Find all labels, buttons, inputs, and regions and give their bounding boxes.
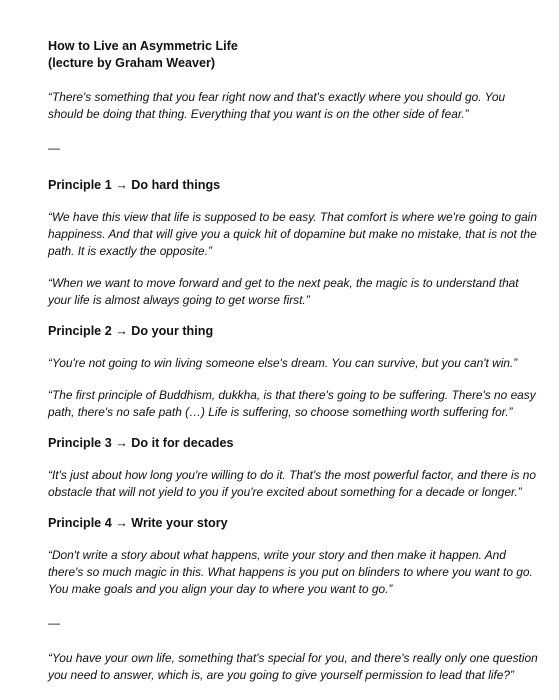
intro-quote: “There's something that you fear right now and that's exactly where you should go. You should be doing that thing. Everything that you want is on the other side of fear.”: [48, 90, 506, 121]
principle-1-quote-2: “When we want to move forward and get to the next peak, the magic is to understand that your life is almost always going to get worse first.”: [48, 276, 519, 307]
section-divider-2: —: [48, 616, 60, 630]
principle-4-quote-1: “Don't write a story about what happens, write your story and then make it happen. And there's so much magic in this. What happens is you put on blinders to where you want to go. You make goals and you align your day to where you want to go.”: [48, 548, 533, 596]
document-title: How to Live an Asymmetric Life: [48, 39, 238, 53]
principle-4-heading: Principle 4 → Write your story: [48, 516, 228, 530]
principle-1-quote-1: “We have this view that life is supposed to be easy. That comfort is where we're going to gain happiness. And that will give you a quick hit of dopamine but make no mistake, that is not the path. It is exactly the opposite.”: [48, 210, 537, 258]
principle-3-quote-1: “It's just about how long you're willing to do it. That's the most powerful factor, and there is no obstacle that will not yield to you if you're excited about something for a decade or longer.”: [48, 468, 536, 499]
document-body: [48, 38, 538, 684]
closing-quote: “You have your own life, something that's special for you, and there's really only one question you need to answer, which is, are you going to give yourself permission to lead that life?”: [48, 651, 538, 682]
document-subtitle: (lecture by Graham Weaver): [48, 56, 216, 70]
section-divider: —: [48, 141, 60, 155]
principle-3-heading: Principle 3 → Do it for decades: [48, 436, 234, 450]
principle-1-heading: Principle 1 → Do hard things: [48, 178, 221, 192]
principle-2-quote-2: “The first principle of Buddhism, dukkha, is that there's going to be suffering. There's no easy path, there's no safe path (…) Life is suffering, so choose something worth suffering for.”: [48, 388, 536, 419]
principle-2-quote-1: “You're not going to win living someone else's dream. You can survive, but you can't win.”: [48, 356, 518, 370]
principle-2-heading: Principle 2 → Do your thing: [48, 324, 214, 338]
